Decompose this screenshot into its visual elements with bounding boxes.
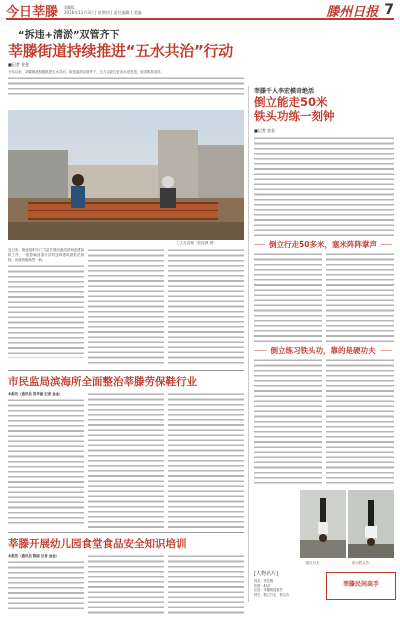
side-subhead-1: 倒立行走50多米，塞米阵阵掌声 <box>250 239 396 249</box>
story3-col2 <box>88 554 164 614</box>
column-divider <box>248 86 249 602</box>
story2-col1 <box>8 392 84 528</box>
side-subhead-2: 倒立练习铁头功，靠的是硬功夫 <box>250 345 396 355</box>
masthead <box>6 2 394 20</box>
lead-intro-text: 今年以来，莘滕街道积极推进五水共治，拆违清淤双管齐下，全力以赴打好治水攻坚战，取得明显成效。 <box>8 70 164 74</box>
side-byline: ■记者 金金 <box>254 128 276 133</box>
lead-body-col1 <box>8 248 84 366</box>
side-text-col3 <box>254 358 322 486</box>
section-title: 今日莘滕 <box>6 4 59 20</box>
iron-head-image <box>348 490 394 558</box>
side-headline-text: 倒立能走50米 铁头功练一刻钟 <box>254 95 335 123</box>
side-text-col2 <box>326 252 394 342</box>
lead-body-text: 连日来，街道组织专门力量开展河道清淤和违建拆除工作，一批影响河道行洪的违章建筑被依法拆除，河道面貌焕然一新。 <box>8 248 84 263</box>
lead-byline: ■记者 金金 <box>8 62 30 67</box>
lead-body-col2 <box>88 248 164 366</box>
lead-intro <box>8 70 244 96</box>
column-logo-box <box>326 572 396 600</box>
side-text-col1 <box>254 252 322 342</box>
story2-lines-1 <box>8 398 84 524</box>
lead-photo <box>8 110 244 240</box>
newspaper-logo: 滕州日报 <box>326 4 379 20</box>
side-photo-headstand <box>348 490 394 558</box>
story3-col1 <box>8 554 84 614</box>
construction-scene-image <box>8 110 244 240</box>
side-headline <box>254 95 394 123</box>
lead-body-lines-1 <box>8 264 84 358</box>
profile-box <box>254 490 298 600</box>
side-caption-2: 练习铁头功 <box>352 561 369 565</box>
side-caption-1: 倒立行走 <box>306 561 320 565</box>
story2-col3 <box>168 392 244 528</box>
profile-signature: [人物名片] <box>254 571 278 577</box>
profile-details: 姓名：李宏模 年龄：45岁 住址：莘滕街道某村 特长：倒立行走、铁头功 <box>254 579 290 597</box>
story3-byline: 本报讯（通讯员 陈丽 记者 金金） <box>8 554 60 558</box>
lead-body-col3 <box>168 248 244 366</box>
story2-byline: 本报讯（通讯员 范华丽 记者 金金） <box>8 392 63 396</box>
column-logo-sub: · · · · · · · · · <box>352 589 370 594</box>
lead-intro-text-lines <box>8 76 244 96</box>
side-kicker: 莘滕千人李宏模奇绝活 <box>254 88 315 95</box>
page-number: 7 <box>384 2 394 18</box>
story2-top-rule <box>8 370 244 371</box>
story3-headline: 莘滕开展幼儿园食堂食品安全知识培训 <box>8 538 187 550</box>
story3-lines-1 <box>8 560 84 610</box>
page-label: 第8版 <box>64 5 75 10</box>
handstand-image <box>300 490 346 558</box>
side-text-col4 <box>326 358 394 486</box>
lead-photo-caption: 工人在清理（张振洲 摄） <box>176 241 217 245</box>
lead-kicker: “拆违+清淤”双管齐下 <box>18 30 120 41</box>
side-photo-handstand <box>300 490 346 558</box>
lead-headline: 莘滕街道持续推进“五水共治”行动 <box>8 42 233 60</box>
story3-top-rule <box>8 532 244 533</box>
column-logo-text: 莘滕民间高手 <box>342 580 379 588</box>
date-line: 2016年11月3日 | 星期四 | 责任编辑 | 美编 <box>64 10 142 15</box>
side-intro-text <box>254 136 394 236</box>
masthead-info <box>64 5 142 15</box>
story3-col3 <box>168 554 244 614</box>
story2-col2 <box>88 392 164 528</box>
story2-headline: 市民监局滨海所全面整治莘滕劳保鞋行业 <box>8 376 197 388</box>
